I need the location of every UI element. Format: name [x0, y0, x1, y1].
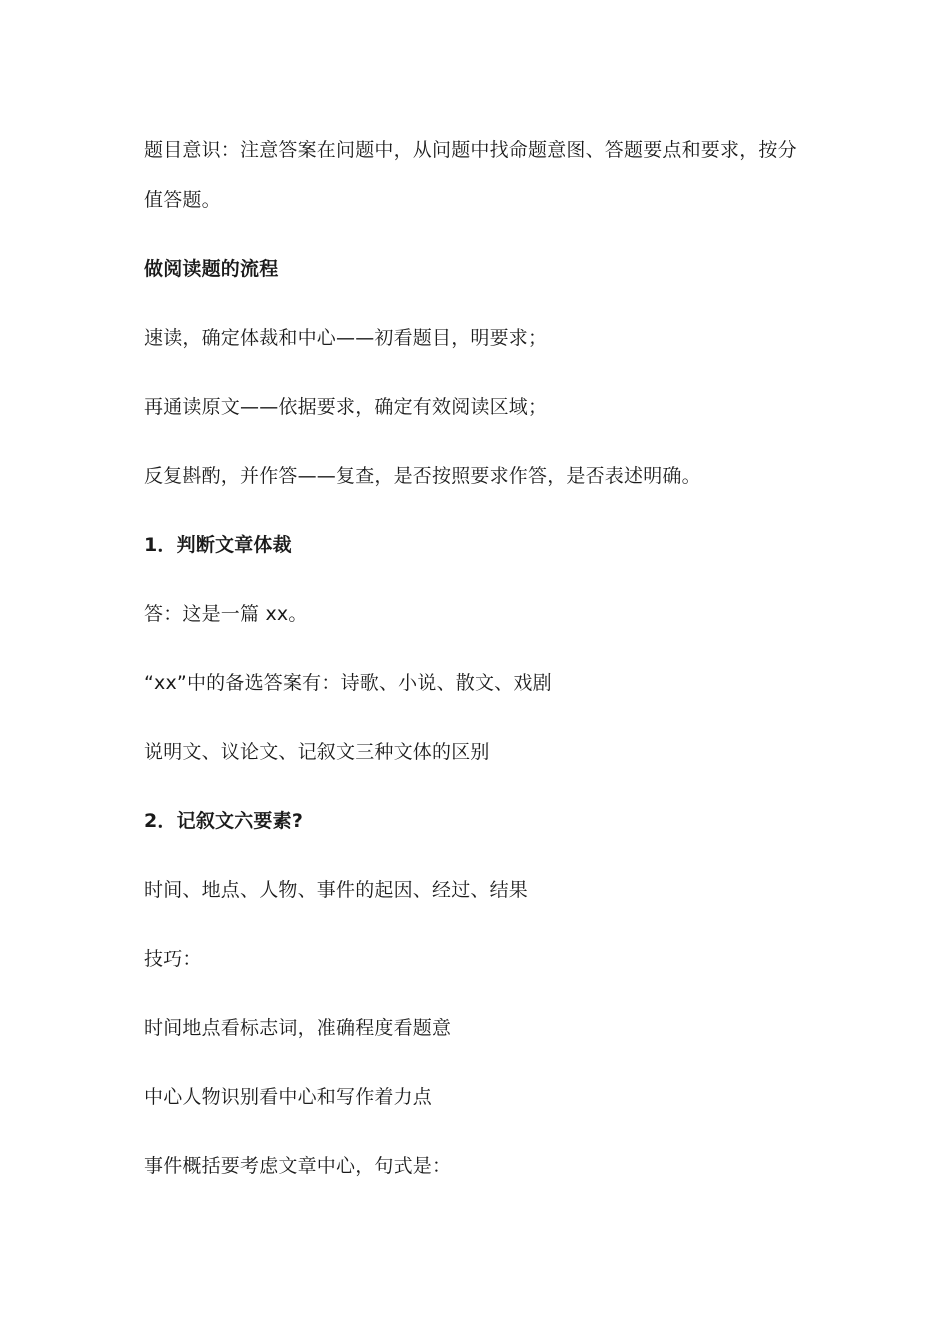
heading-reading-process: 做阅读题的流程	[144, 258, 279, 280]
paragraph-tip-central-character: 中心人物识别看中心和写作着力点	[144, 1086, 433, 1108]
heading-genre-judgement: 1．判断文章体裁	[144, 534, 292, 556]
paragraph-step-skim: 速读，确定体裁和中心——初看题目，明要求；	[144, 327, 548, 349]
heading-narrative-elements: 2．记叙文六要素?	[144, 810, 304, 832]
paragraph-tip-event-summary: 事件概括要考虑文章中心，句式是：	[144, 1155, 452, 1177]
paragraph-six-elements: 时间、地点、人物、事件的起因、经过、结果	[144, 879, 529, 901]
paragraph-step-answer: 反复斟酌，并作答——复查，是否按照要求作答，是否表述明确。	[144, 465, 701, 487]
paragraph-tip-time-place: 时间地点看标志词，准确程度看题意	[144, 1017, 452, 1039]
paragraph-genre-difference: 说明文、议论文、记叙文三种文体的区别	[144, 741, 490, 763]
paragraph-step-reread: 再通读原文——依据要求，确定有效阅读区域；	[144, 396, 548, 418]
paragraph-genre-answer: 答：这是一篇 xx。	[144, 603, 308, 625]
paragraph-question-awareness-line2: 值答题。	[144, 189, 221, 211]
paragraph-tips-label: 技巧：	[144, 948, 202, 970]
paragraph-genre-options: “xx”中的备选答案有：诗歌、小说、散文、戏剧	[144, 672, 552, 694]
paragraph-question-awareness-line1: 题目意识：注意答案在问题中，从问题中找命题意图、答题要点和要求，按分	[144, 139, 797, 161]
